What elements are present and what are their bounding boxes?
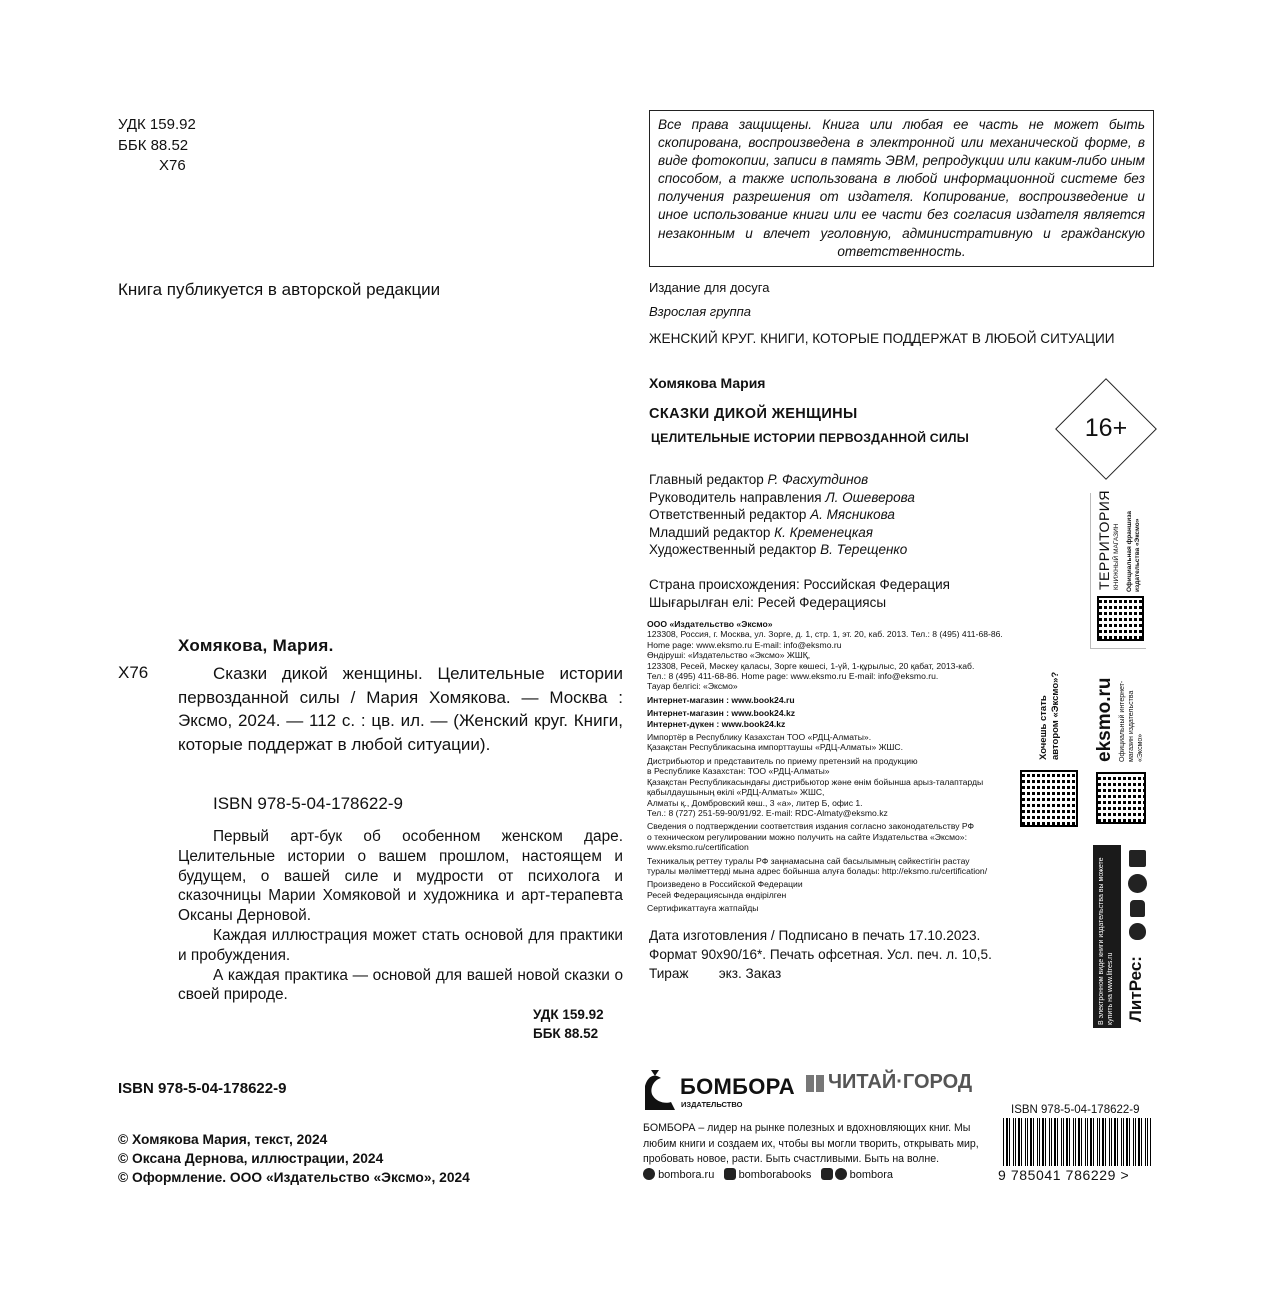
chrome-icon — [1128, 874, 1147, 893]
imprint-line: Сведения о подтверждении соответствия издания согласно законодательству РФ — [647, 821, 975, 832]
edition-type: Издание для досуга — [649, 280, 770, 295]
imprint-line: Интернет-магазин : www.book24.ru — [647, 694, 795, 705]
litres-logo: ЛитРес: — [1126, 956, 1145, 1022]
imprint-line: о техническом регулировании можно получить на сайте Издательства «Эксмо»: — [647, 831, 967, 842]
barcode-isbn: ISBN 978-5-04-178622-9 — [1011, 1104, 1140, 1116]
imprint-line: Сертификаттауға жатпайды — [647, 903, 759, 914]
annotation-bbk: ББК 88.52 — [533, 1026, 599, 1041]
rights-notice: Все права защищены. Книга или любая ее часть не может быть скопирована, воспроизведена в электронной или механической форме, в виде фотокопии, записи в память ЭВМ, репродукции или каким-либо иным способом, а также использована в любой информационной системе без получения разрешения от издателя. Копирование, воспроизведение и иное использование книги или ее части без согласия издателя является незаконным и влечет уголовную, административную и гражданскую ответственность. — [649, 110, 1154, 267]
bombora-site-link[interactable]: bombora.ru — [658, 1169, 715, 1181]
bombora-vk-link[interactable]: bomborabooks — [738, 1169, 812, 1181]
imprint-line: 123308, Россия, г. Москва, ул. Зорге, д. 1, стр. 1, эт. 20, каб. 2013. Тел.: 8 (495) 411-68-86. — [647, 629, 1003, 640]
bombora-telegram-link[interactable]: bombora — [849, 1169, 893, 1181]
plus-icon — [821, 1168, 833, 1180]
imprint-line: Техникалық реттеу туралы РФ заңнамасына сай басылымның сәйкестігін растау — [647, 855, 970, 866]
imprint-subtitle: ЦЕЛИТЕЛЬНЫЕ ИСТОРИИ ПЕРВОЗДАННОЙ СИЛЫ — [651, 431, 969, 445]
annotation — [178, 827, 623, 1005]
author-edition-note: Книга публикуется в авторской редакции — [118, 280, 441, 299]
credit-line: Главный редактор Р. Фасхутдинов — [649, 472, 869, 487]
apple-icon — [1129, 923, 1146, 940]
imprint-line: Алматы қ., Домбровский көш., 3 «а», литер Б, офис 1. — [647, 797, 863, 808]
imprint-line: Тел.: 8 (495) 411-68-86. Home page: www.eksmo.ru E-mail: info@eksmo.ru. — [647, 671, 939, 682]
franchise-note: Официальная франшиза издательства «Эксмо» — [1126, 511, 1141, 592]
imprint-line: Интернет-дүкен : www.book24.kz — [647, 718, 786, 729]
bombora-wave-icon — [643, 1068, 677, 1112]
territory-logo: ТЕРРИТОРИЯ — [1096, 490, 1112, 590]
imprint-line: Произведено в Российской Федерации — [647, 879, 803, 890]
biblio-author: Хомякова, Мария. — [178, 636, 334, 655]
origin — [649, 576, 950, 612]
litres-note: В электронном виде книги издательства вы можете купить на www.litres.ru — [1098, 857, 1114, 1025]
annotation-paragraph: Каждая иллюстрация может стать основой для практики и пробуждения. — [178, 926, 623, 964]
copyright-line: © Хомякова Мария, текст, 2024 — [118, 1132, 328, 1147]
bbk: ББК 88.52 — [118, 136, 189, 154]
globe-icon — [643, 1168, 655, 1180]
android-icon — [1130, 900, 1145, 917]
imprint-line: Ресей Федерациясында өндірілген — [647, 889, 787, 900]
credits — [649, 471, 915, 559]
annotation-paragraph: А каждая практика — основой для вашей новой сказки о своей природе. — [178, 966, 623, 1004]
print-info — [649, 926, 992, 983]
udk: УДК 159.92 — [118, 116, 196, 133]
copyright-block — [118, 1130, 470, 1187]
biblio-isbn: ISBN 978-5-04-178622-9 — [213, 794, 403, 813]
copyright-line: © Оформление. ООО «Издательство «Эксмо», 2024 — [118, 1170, 470, 1185]
age-group: Взрослая группа — [649, 304, 752, 319]
bombora-links — [643, 1167, 893, 1183]
imprint-line: Қазақстан Республикасындағы дистрибьютор және өнім бойынша арыз-талаптарды — [647, 776, 984, 787]
imprint-line: ООО «Издательство «Эксмо» — [647, 619, 773, 629]
barcode-digits: 9 785041 786229 > — [998, 1167, 1130, 1183]
imprint-line: қабылдаушының өкілі «РДЦ-Алматы» ЖШС, — [647, 787, 825, 798]
imprint-line: туралы мәліметтерді мына адрес бойынша алуға болады: http://eksmo.ru/certification/ — [647, 865, 988, 876]
origin-kz: Шығарылған елі: Ресей Федерациясы — [649, 595, 887, 610]
imprint-line: Импортёр в Республику Казахстан ТОО «РДЦ-Алматы». — [647, 732, 872, 743]
imprint-line: 123308, Ресей, Мәскеу қаласы, Зорге көшесі, 1-үй, 1-құрылыс, 20 қабат, 2013-каб. — [647, 660, 975, 671]
imprint-line: Өндіруші: «Издательство «Эксмо» ЖШҚ, — [647, 650, 811, 661]
imprint-line: Дистрибьютор и представитель по приему претензий на продукцию — [647, 755, 918, 766]
print-line: Дата изготовления / Подписано в печать 17.10.2023. — [649, 928, 981, 943]
print-line: Тираж экз. Заказ — [649, 966, 782, 981]
credit-line: Ответственный редактор А. Мясникова — [649, 507, 895, 523]
annotation-paragraph: Первый арт-бук об особенном женском даре. Целительные истории о вашем прошлом, настоящем и будущем, о вашей силе и мудрости от психолога и сказочницы Марии Хомяковой и художника и арт-терапевта Оксаны Дерновой. — [178, 828, 623, 925]
origin-ru: Страна происхождения: Российская Федерация — [649, 577, 950, 592]
copyright-line: © Оксана Дернова, иллюстрации, 2024 — [118, 1151, 384, 1166]
annotation-classification — [533, 1005, 604, 1043]
series-title: ЖЕНСКИЙ КРУГ. КНИГИ, КОТОРЫЕ ПОДДЕРЖАТ В ЛЮБОЙ СИТУАЦИИ — [649, 331, 1115, 346]
author-code: Х76 — [159, 157, 186, 174]
credit-line: Младший редактор К. Кременецкая — [649, 524, 873, 540]
territory-qr-code — [1097, 596, 1144, 641]
telegram-icon — [835, 1168, 847, 1180]
eksmo-shop-note: Официальный интернет-магазин издательства «Эксмо» — [1119, 680, 1144, 762]
chitai-gorod-icon — [806, 1075, 814, 1092]
vk-icon — [724, 1168, 736, 1180]
chitai-gorod-icon — [816, 1075, 824, 1092]
annotation-udk: УДК 159.92 — [533, 1007, 604, 1022]
imprint-line: Қазақстан Республикасына импорттаушы «РДЦ-Алматы» ЖШС. — [647, 742, 904, 753]
classification-block — [118, 115, 196, 177]
imprint-line: www.eksmo.ru/certification — [647, 842, 749, 853]
bombora-slogan: БОМБОРА – лидер на рынке полезных и вдохновляющих книг. Мы любим книги и создаем их, чтобы вы могли творить, открывать мир, пробовать новое, расти. Быть счастливыми. Быть на волне. — [643, 1122, 979, 1165]
windows-icon — [1129, 850, 1146, 867]
isbn-bottom: ISBN 978-5-04-178622-9 — [118, 1080, 287, 1097]
imprint-line: в Республике Казахстан: ТОО «РДЦ-Алматы» — [647, 766, 830, 777]
biblio-description: Сказки дикой женщины. Целительные истории первозданной силы / Мария Хомякова. — Москва : Эксмо, 2024. — 112 с. : цв. ил. — (Женский круг. Книги, которые поддержат в любой ситуации). — [178, 664, 623, 754]
eksmo-qr-code — [1096, 772, 1146, 824]
imprint-title: СКАЗКИ ДИКОЙ ЖЕНЩИНЫ — [649, 406, 858, 422]
imprint-author: Хомякова Мария — [649, 375, 766, 391]
bombora-logo-sub: ИЗДАТЕЛЬСТВО — [681, 1100, 743, 1109]
author-qr-code — [1020, 770, 1078, 827]
age-rating: 16+ — [1084, 414, 1128, 442]
bombora-logo: БОМБОРА — [680, 1074, 795, 1099]
credit-line: Художественный редактор В. Терещенко — [649, 542, 908, 558]
chitai-gorod-logo: ЧИТАЙ·ГОРОД — [828, 1071, 973, 1093]
eksmo-logo: eksmo.ru — [1094, 677, 1115, 762]
imprint-line: Тауар белгісі: «Эксмо» — [647, 681, 738, 692]
territory-sub: КНИЖНЫЙ МАГАЗИН — [1113, 523, 1120, 590]
biblio-code: Х76 — [118, 663, 149, 682]
credit-line: Руководитель направления Л. Ошеверова — [649, 489, 915, 505]
become-author-note: Хочешь стать автором «Эксмо»? — [1038, 671, 1061, 760]
imprint-line: Тел.: 8 (727) 251-59-90/91/92. E-mail: RDC-Almaty@eksmo.kz — [647, 807, 888, 818]
imprint-line: Home page: www.eksmo.ru E-mail: info@eksmo.ru — [647, 639, 842, 650]
barcode — [1003, 1118, 1151, 1166]
imprint-details — [647, 619, 1027, 914]
imprint-line: Интернет-магазин : www.book24.kz — [647, 708, 796, 719]
print-line: Формат 90x90/16*. Печать офсетная. Усл. печ. л. 10,5. — [649, 947, 992, 962]
